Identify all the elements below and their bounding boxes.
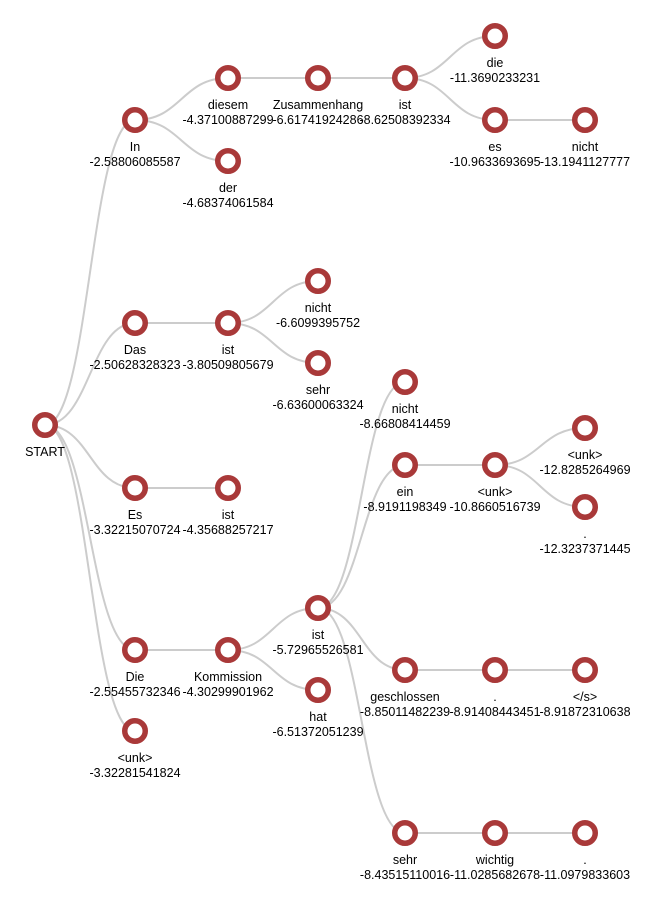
node-word-kommission: Kommission [193,670,263,684]
node-word-unk3: <unk> [567,448,603,462]
node-word-ist4: ist [311,628,325,642]
node-score-unk2: -10.8660516739 [449,500,541,514]
node-word-start: START [25,445,65,459]
node-score-die2: -11.3690233231 [449,71,541,85]
node-unk3[interactable] [575,418,596,439]
node-in[interactable] [125,110,146,131]
node-word-sehr1: sehr [305,383,331,397]
node-score-in: -2.58806085587 [89,155,181,169]
label-layer [25,56,630,882]
edge-ist4-ein [318,465,405,608]
node-dot2[interactable] [485,660,506,681]
node-word-ist3: ist [221,508,235,522]
node-word-die2: die [486,56,504,70]
node-score-die1: -2.55455732346 [89,685,181,699]
node-word-dot1: . [583,527,587,541]
node-score-ist3: -4.35688257217 [182,523,274,537]
edge-start-das [45,323,135,425]
node-word-dot2: . [493,690,497,704]
node-word-dot3: . [583,853,587,867]
node-score-kommission: -4.30299901962 [182,685,274,699]
node-es1[interactable] [125,478,146,499]
node-das[interactable] [125,313,146,334]
node-word-eos: </s> [572,690,598,704]
node-ist3[interactable] [218,478,239,499]
node-die1[interactable] [125,640,146,661]
node-word-nicht3: nicht [391,402,419,416]
node-score-dot2: -8.91408443451 [449,705,541,719]
node-word-in: In [129,140,141,154]
node-score-unk1: -3.32281541824 [89,766,181,780]
node-unk2[interactable] [485,455,506,476]
node-score-dot3: -11.0979833603 [539,868,631,882]
node-word-ist2: ist [221,343,235,357]
node-hat[interactable] [308,680,329,701]
node-nicht2[interactable] [308,271,329,292]
node-word-diesem: diesem [207,98,249,112]
edge-ist4-sehr2 [318,608,405,833]
node-dot3[interactable] [575,823,596,844]
node-diesem[interactable] [218,68,239,89]
node-score-geschlossen: -8.85011482239 [359,705,451,719]
node-start[interactable] [35,415,56,436]
node-geschlossen[interactable] [395,660,416,681]
node-score-es2: -10.9633693695 [449,155,541,169]
node-der[interactable] [218,151,239,172]
node-ist2[interactable] [218,313,239,334]
node-word-hat: hat [309,710,327,724]
node-score-nicht3: -8.66808414459 [359,417,451,431]
node-word-ein: ein [396,485,414,499]
node-nicht1[interactable] [575,110,596,131]
node-score-ist2: -3.80509805679 [182,358,274,372]
node-word-nicht2: nicht [304,301,332,315]
node-die2[interactable] [485,26,506,47]
node-score-ist1: -8.62508392334 [359,113,451,127]
node-word-der: der [218,181,238,195]
node-score-es1: -3.32215070724 [89,523,181,537]
node-word-das: Das [123,343,147,357]
node-score-dot1: -12.3237371445 [539,542,631,556]
node-score-hat: -6.51372051239 [272,725,364,739]
node-word-unk2: <unk> [477,485,513,499]
node-eos[interactable] [575,660,596,681]
node-word-ist1: ist [398,98,412,112]
node-word-es1: Es [127,508,143,522]
node-word-die1: Die [125,670,145,684]
node-word-unk1: <unk> [117,751,153,765]
node-score-das: -2.50628328323 [89,358,181,372]
node-wichtig[interactable] [485,823,506,844]
node-score-diesem: -4.37100887299 [182,113,274,127]
node-score-der: -4.68374061584 [182,196,274,210]
node-score-sehr1: -6.63600063324 [272,398,364,412]
node-word-geschlossen: geschlossen [370,690,440,704]
node-ein[interactable] [395,455,416,476]
node-word-zusammenhang: Zusammenhang [272,98,364,112]
node-word-wichtig: wichtig [475,853,515,867]
node-kommission[interactable] [218,640,239,661]
node-ist4[interactable] [308,598,329,619]
node-word-es2: es [488,140,502,154]
node-dot1[interactable] [575,497,596,518]
node-word-sehr2: sehr [392,853,418,867]
node-score-eos: -8.91872310638 [539,705,631,719]
node-unk1[interactable] [125,721,146,742]
node-score-unk3: -12.8285264969 [539,463,631,477]
node-sehr1[interactable] [308,353,329,374]
node-zusammenhang[interactable] [308,68,329,89]
node-score-nicht1: -13.1941127777 [539,155,631,169]
node-score-sehr2: -8.43515110016 [359,868,451,882]
node-ist1[interactable] [395,68,416,89]
node-score-nicht2: -6.6099395752 [275,316,361,330]
node-nicht3[interactable] [395,372,416,393]
node-score-ein: -8.9191198349 [363,500,447,514]
node-es2[interactable] [485,110,506,131]
node-score-ist4: -5.72965526581 [272,643,364,657]
node-word-nicht1: nicht [571,140,599,154]
node-score-wichtig: -11.0285682678 [449,868,541,882]
node-score-zusammenhang: -6.61741924286 [272,113,364,127]
node-sehr2[interactable] [395,823,416,844]
